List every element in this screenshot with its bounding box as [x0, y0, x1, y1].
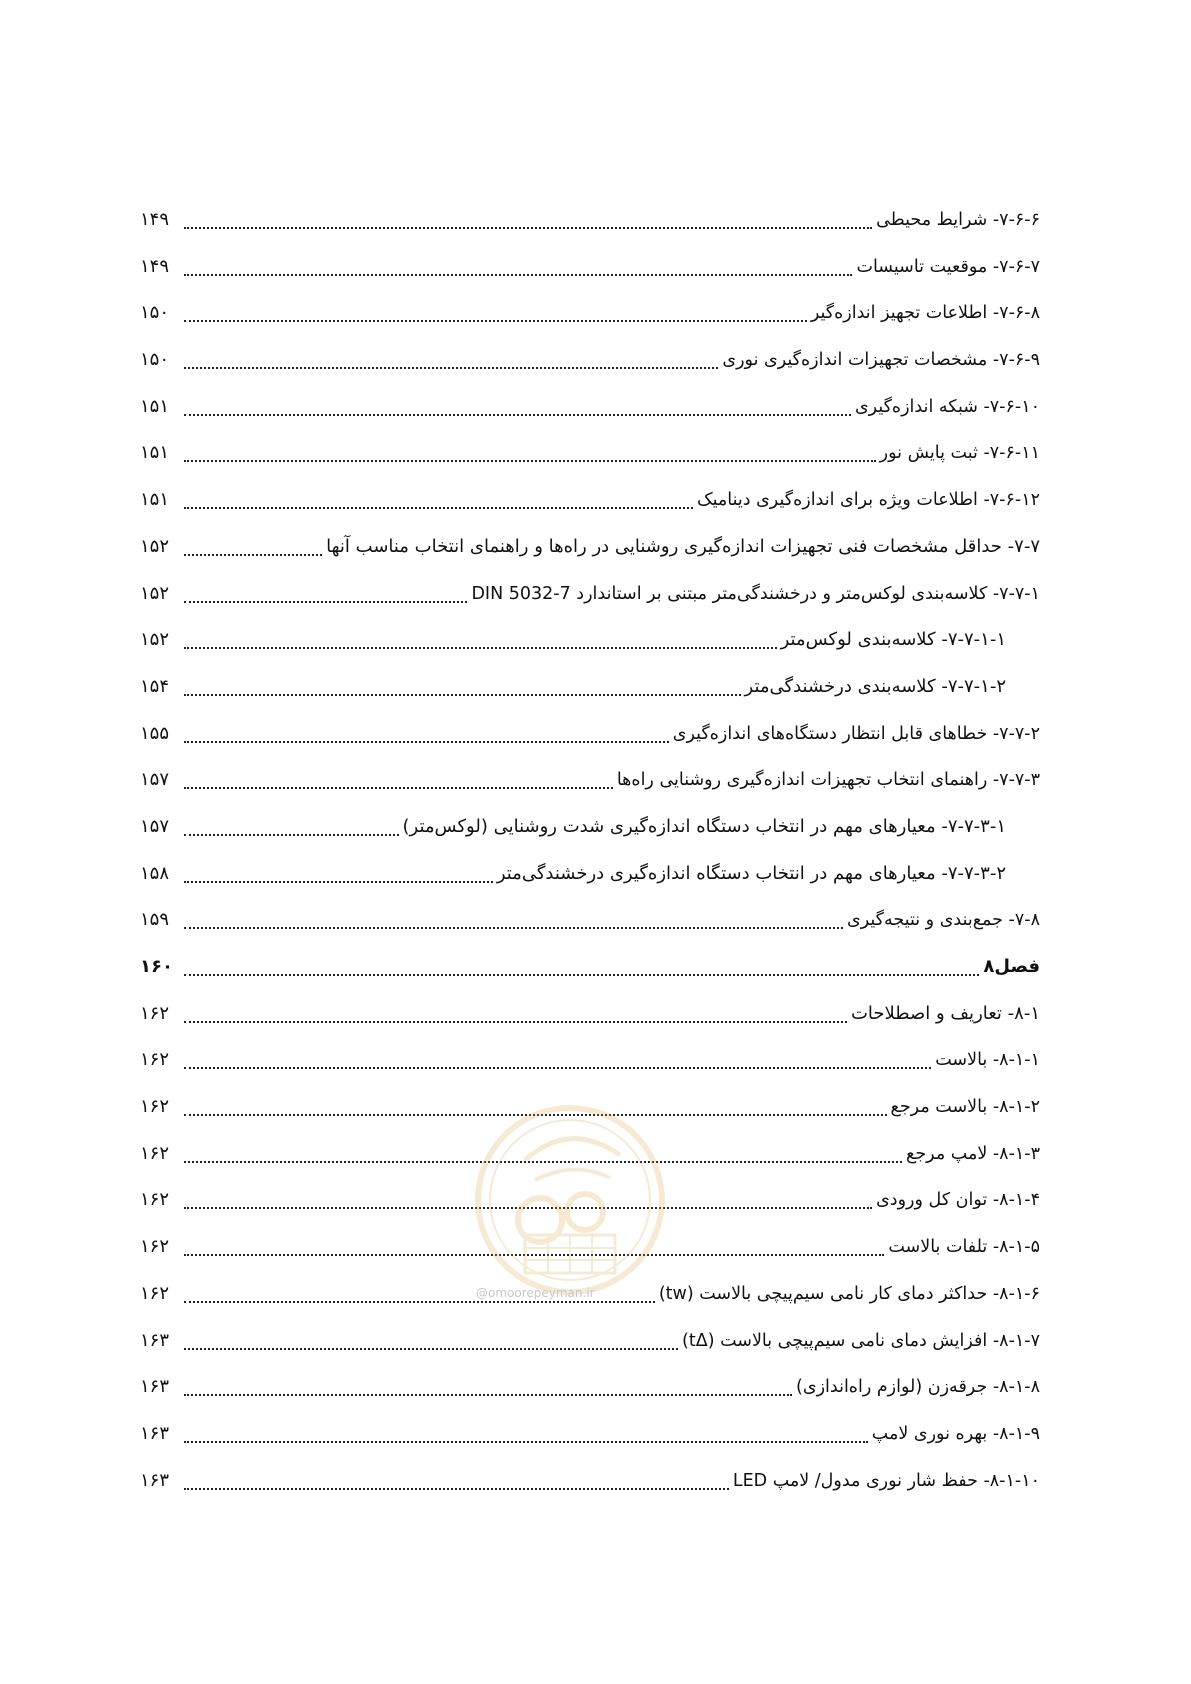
toc-leader-dots: [184, 441, 876, 462]
toc-entry-page: ۱۶۰: [140, 956, 173, 977]
toc-entry-page: ۱۶۳: [140, 1329, 170, 1351]
toc-entry-page: ۱۶۲: [140, 1236, 170, 1258]
toc-entry-page: ۱۴۹: [140, 209, 170, 230]
toc-entry[interactable]: [140, 815, 1040, 862]
toc-entry-title: فصل۸: [983, 956, 1040, 977]
toc-leader-dots: [184, 722, 669, 743]
toc-entry-page: ۱۶۳: [140, 1422, 170, 1444]
toc-leader-dots: [184, 535, 322, 556]
toc-entry[interactable]: [140, 1329, 1040, 1376]
toc-leader-dots: [184, 908, 843, 929]
toc-entry-title: ۷-۶-۹- مشخصات تجهیزات اندازه‌گیری نوری: [722, 350, 1040, 371]
toc-leader-dots: [184, 1469, 729, 1490]
toc-entry-page: ۱۶۲: [140, 1189, 170, 1211]
toc-entry-title: ۸-۱-۶- حداکثر دمای کار نامی سیم‌پیچی بالاست (tw): [658, 1283, 1040, 1304]
toc-entry-page: ۱۵۲: [140, 629, 170, 651]
toc-entry[interactable]: [140, 488, 1040, 535]
toc-leader-dots: [184, 628, 777, 649]
toc-entry-title: ۷-۷-۲- خطاهای قابل انتظار دستگاه‌های اندازه‌گیری: [672, 723, 1040, 744]
toc-entry[interactable]: [140, 255, 1040, 302]
toc-entry[interactable]: [140, 1002, 1040, 1049]
toc-entry-page: ۱۵۰: [140, 349, 170, 371]
toc-entry-page: ۱۵۰: [140, 302, 170, 324]
toc-entry[interactable]: [140, 862, 1040, 909]
toc-entry-title: ۷-۷-۱-۲- کلاسه‌بندی درخشندگی‌متر: [744, 675, 1006, 697]
toc-entry[interactable]: [140, 301, 1040, 348]
toc-leader-dots: [184, 1329, 678, 1350]
toc-entry[interactable]: [140, 908, 1040, 955]
toc-entry[interactable]: [140, 1469, 1040, 1516]
toc-entry[interactable]: [140, 1422, 1040, 1469]
toc-entry-title: ۷-۷-۳-۱- معیارهای مهم در انتخاب دستگاه اندازه‌گیری شدت روشنایی (لوکس‌متر): [402, 815, 1006, 837]
toc-entry-title: ۸-۱-۲- بالاست مرجع: [890, 1097, 1040, 1118]
toc-entry-title: ۸-۱-۱- بالاست: [935, 1050, 1040, 1071]
watermark-logo-icon: [470, 1100, 670, 1300]
toc-entry[interactable]: [140, 441, 1040, 488]
table-of-contents: [140, 208, 1040, 1515]
toc-leader-dots: [184, 1375, 792, 1396]
toc-entry-title: ۷-۶-۷- موقعیت تاسیسات: [856, 256, 1040, 277]
toc-entry-title: ۷-۷-۱- کلاسه‌بندی لوکس‌متر و درخشندگی‌متر مبتنی بر استاندارد DIN 5032-7: [471, 583, 1040, 604]
toc-leader-dots: [184, 301, 807, 322]
toc-leader-dots: [184, 488, 693, 509]
toc-entry-title: ۷-۶-۱۰- شبکه اندازه‌گیری: [854, 396, 1040, 417]
toc-entry-page: ۱۵۲: [140, 535, 170, 557]
toc-entry-title: ۸-۱-۱۰- حفظ شار نوری مدول/ لامپ LED: [732, 1470, 1040, 1491]
toc-leader-dots: [184, 1048, 931, 1069]
toc-entry[interactable]: [140, 1375, 1040, 1422]
toc-entry[interactable]: [140, 675, 1040, 722]
toc-entry-page: ۱۶۲: [140, 1096, 170, 1118]
toc-entry-page: ۱۴۹: [140, 255, 170, 277]
toc-entry[interactable]: [140, 208, 1040, 255]
toc-entry-title: ۷-۷-۱-۱- کلاسه‌بندی لوکس‌متر: [780, 629, 1006, 651]
toc-entry-title: ۸-۱- تعاریف و اصطلاحات: [850, 1002, 1040, 1024]
toc-leader-dots: [184, 675, 741, 696]
toc-entry-page: ۱۵۷: [140, 769, 170, 791]
toc-entry-title: ۷-۶-۱۱- ثبت پایش نور: [879, 443, 1040, 464]
toc-entry-page: ۱۵۷: [140, 815, 170, 837]
toc-entry-title: ۸-۱-۸- جرقه‌زن (لوازم راه‌اندازی): [796, 1377, 1040, 1398]
toc-entry-page: ۱۶۳: [140, 1469, 170, 1491]
toc-leader-dots: [184, 348, 718, 369]
watermark-site: @omoorepeyman.ir: [476, 1286, 595, 1300]
toc-leader-dots: [184, 862, 493, 883]
toc-entry-title: ۸-۱-۳- لامپ مرجع: [906, 1143, 1040, 1164]
toc-leader-dots: [184, 395, 851, 416]
toc-entry[interactable]: [140, 768, 1040, 815]
toc-leader-dots: [184, 955, 979, 976]
toc-leader-dots: [184, 815, 399, 836]
toc-entry[interactable]: [140, 955, 1040, 1002]
toc-entry-page: ۱۵۴: [140, 675, 170, 697]
toc-entry-page: ۱۶۲: [140, 1002, 170, 1024]
toc-entry-page: ۱۵۱: [140, 395, 170, 417]
toc-entry[interactable]: [140, 582, 1040, 629]
toc-entry-title: ۸-۱-۴- توان کل ورودی: [876, 1190, 1040, 1211]
toc-entry-page: ۱۵۸: [140, 862, 170, 884]
toc-entry-title: ۸-۱-۵- تلفات بالاست: [888, 1237, 1040, 1258]
toc-entry[interactable]: [140, 722, 1040, 769]
toc-entry-page: ۱۶۲: [140, 1282, 170, 1304]
toc-entry-page: ۱۶۳: [140, 1376, 170, 1398]
toc-entry-title: ۷-۶-۱۲- اطلاعات ویژه برای اندازه‌گیری دینامیک: [696, 490, 1040, 511]
toc-entry-title: ۷-۸- جمع‌بندی و نتیجه‌گیری: [847, 910, 1040, 931]
toc-entry-title: ۷-۶-۸- اطلاعات تجهیز اندازه‌گیر: [810, 303, 1040, 324]
toc-entry-page: ۱۵۹: [140, 909, 170, 931]
toc-leader-dots: [184, 1422, 868, 1443]
toc-entry-title: ۷-۶-۶- شرایط محیطی: [876, 210, 1040, 230]
toc-entry-title: ۷-۷- حداقل مشخصات فنی تجهیزات اندازه‌گیری روشنایی در راه‌ها و راهنمای انتخاب مناسب آنها: [326, 535, 1040, 557]
toc-leader-dots: [184, 1002, 847, 1023]
toc-entry[interactable]: [140, 348, 1040, 395]
toc-leader-dots: [184, 208, 872, 229]
toc-entry-page: ۱۶۲: [140, 1049, 170, 1071]
toc-leader-dots: [184, 582, 467, 603]
toc-entry-title: ۸-۱-۹- بهره نوری لامپ: [871, 1423, 1040, 1444]
toc-entry-title: ۷-۷-۳-۲- معیارهای مهم در انتخاب دستگاه اندازه‌گیری درخشندگی‌متر: [496, 862, 1006, 884]
toc-entry-title: ۸-۱-۷- افزایش دمای نامی سیم‌پیچی بالاست (tΔ): [682, 1330, 1040, 1351]
toc-entry-title: ۷-۷-۳- راهنمای انتخاب تجهیزات اندازه‌گیری روشنایی راه‌ها: [616, 770, 1040, 791]
toc-entry-page: ۱۶۲: [140, 1142, 170, 1164]
toc-entry[interactable]: [140, 628, 1040, 675]
toc-entry-page: ۱۵۱: [140, 442, 170, 464]
toc-entry[interactable]: [140, 395, 1040, 442]
toc-leader-dots: [184, 255, 852, 276]
toc-entry[interactable]: [140, 1048, 1040, 1095]
toc-entry-page: ۱۵۲: [140, 582, 170, 604]
toc-entry-page: ۱۵۱: [140, 489, 170, 511]
toc-entry-page: ۱۵۵: [140, 722, 170, 744]
toc-entry[interactable]: [140, 535, 1040, 582]
toc-leader-dots: [184, 768, 613, 789]
